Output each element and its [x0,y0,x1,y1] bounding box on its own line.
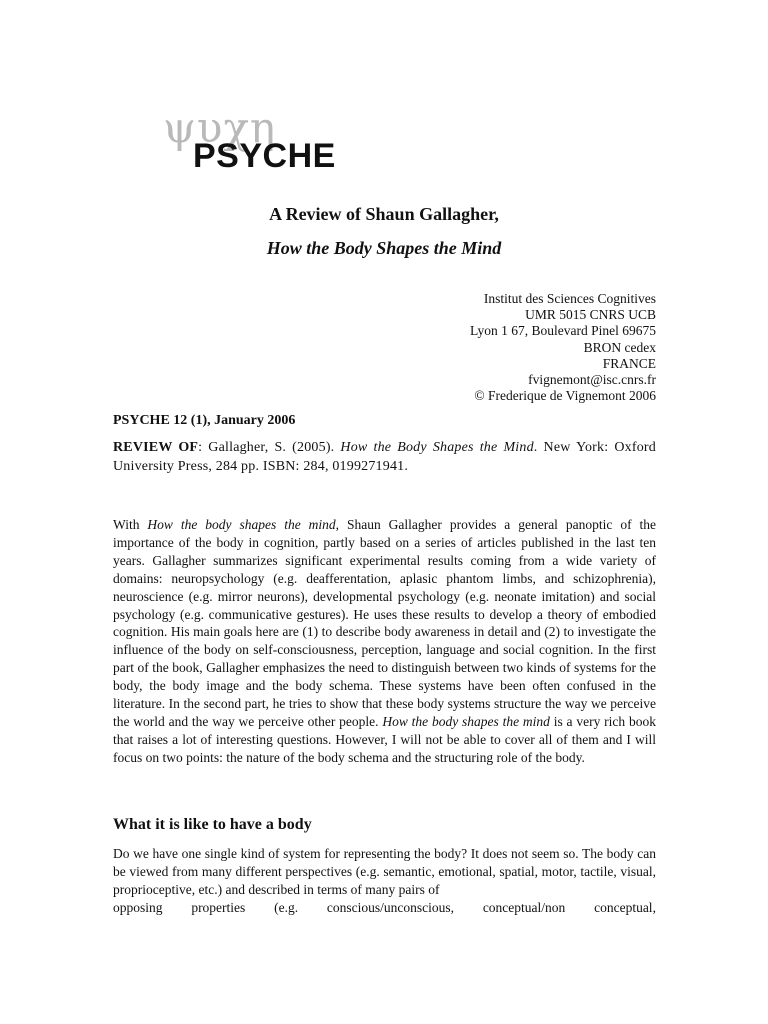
paragraph-italic: How the body shapes the mind [382,713,550,729]
intro-paragraph [113,516,656,767]
paragraph-text: is a very rich book that raises a lot of interesting questions. However, I will not be able to cover all of them and I will focus on two points: the nature of the body schema and the structuring role of the body. [113,713,656,765]
paragraph-text: Do we have one single kind of system for representing the body? It does not seem so. The body can be viewed from many different perspectives (e.g. semantic, emotional, spatial, motor, tactile, visual, proprioceptive, etc.) and described in terms of many pairs of [113,846,656,897]
book-title: How the Body Shapes the Mind [266,238,502,258]
author-address [470,291,656,404]
paragraph-text: With [113,517,148,532]
paragraph-word: conscious/unconscious, [326,899,455,915]
paragraph-last-line [113,899,656,917]
paragraph-word: opposing [113,899,163,915]
review-of-text: . New York: Oxford University Press, 284 pp. ISBN: 284, 0199271941. [113,440,656,474]
review-of-citation [113,438,656,476]
paragraph-text: , Shaun Gallagher provides a general panoptic of the importance of the body in cognition, partly based on a series of articles published in the last ten years. Gallagher summarizes significant experimental results coming from a wide variety of domains: neuropsychology (e.g. deafferentation, aplasic phantom limbs, and schizophrenia), neuroscience (e.g. mirror neurons), developmental psychology (e.g. neonate imitation) and social psychology (e.g. communicative gestures). He uses these results to develop a theory of embodied cognition. His main goals here are (1) to describe body awareness in detail and (2) to investigate the influence of the body on self-consciousness, perception, language and social cognition. In the first part of the book, Gallagher emphasizes the need to distinguish between two kinds of systems for the body, the body image and the body schema. These systems have been often confused in the literature. In the second part, he tries to show that these body systems structure the way we perceive the world and the way we perceive other people. [113,517,657,729]
paragraph-italic: How the body shapes the mind [147,517,336,532]
paragraph-word: conceptual/non [482,899,566,915]
issue-citation: PSYCHE 12 (1), January 2006 [113,413,296,428]
review-of-label: REVIEW OF [113,440,199,455]
logo-greek-text: ψυχη [163,103,277,152]
review-of-book: How the Body Shapes the Mind [340,440,534,455]
paragraph-word: properties [191,899,246,915]
address-line: FRANCE [602,355,656,371]
review-title: A Review of Shaun Gallagher, [269,204,499,224]
section-heading: What it is like to have a body [113,816,312,833]
address-line: Institut des Sciences Cognitives [483,291,656,306]
logo-word-text: PSYCHE [193,137,336,175]
review-of-text: : Gallagher, S. (2005). [198,440,341,455]
address-line: Lyon 1 67, Boulevard Pinel 69675 [470,323,656,339]
paragraph-word: (e.g. [274,899,299,915]
address-line: BRON cedex [583,339,656,355]
address-line: UMR 5015 CNRS UCB [525,307,656,323]
section-paragraph [113,845,656,917]
author-email: fvignemont@isc.cnrs.fr [528,372,656,388]
psyche-logo [163,103,383,176]
paragraph-word: conceptual, [594,899,656,915]
copyright-line: © Frederique de Vignemont 2006 [474,388,656,404]
